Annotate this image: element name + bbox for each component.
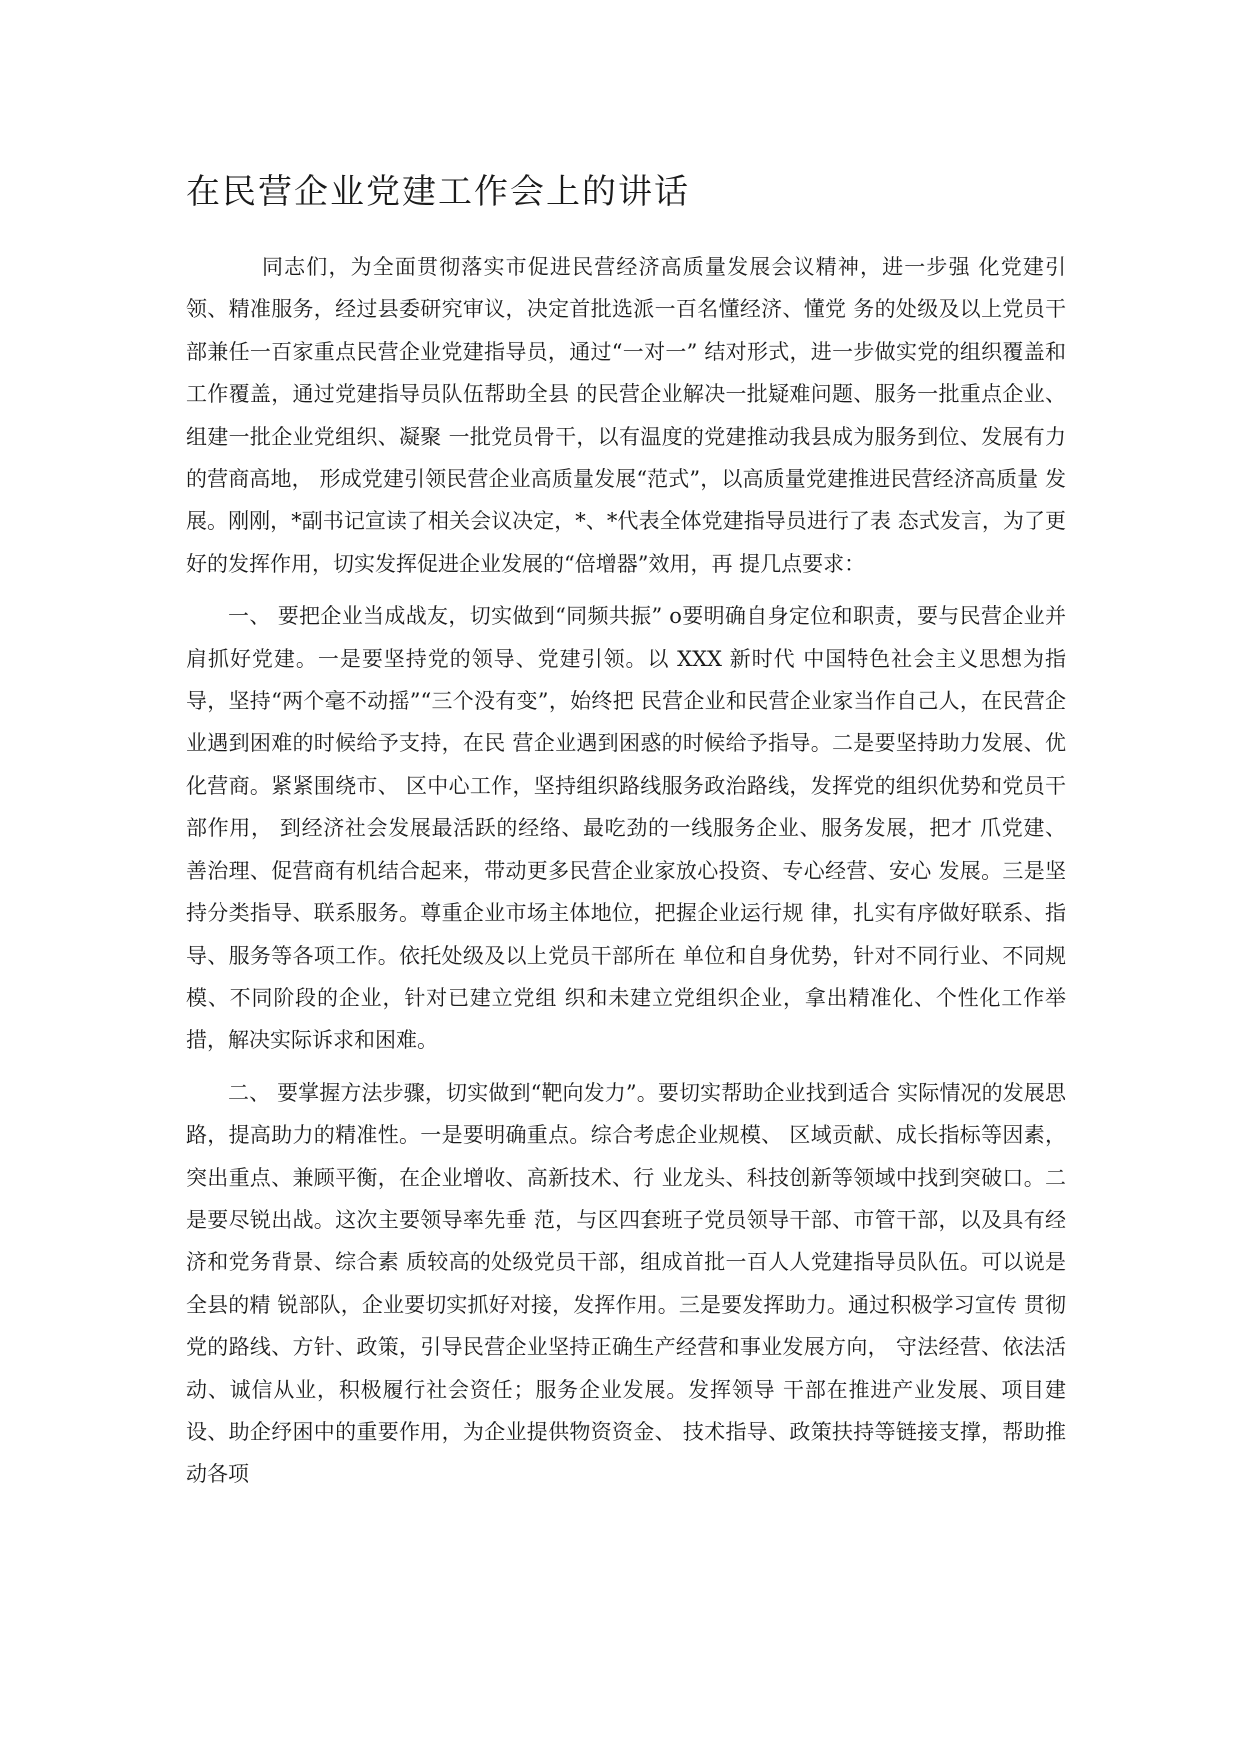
paragraph-point-one: 一、 要把企业当成战友，切实做到“同频共振” o要明确自身定位和职责，要与民营企业并肩抓好党建。一是要坚持党的领导、党建引领。以 XXX 新时代 中国特色社会主义思想为指导，坚持“两个毫不动摇”“三个没有变”，始终把 民营企业和民营企业家当作自己人，在民营企业遇到困难的时候给予支持，在民 营企业遇到困惑的时候给予指导。二是要坚持助力发展、优化营商。紧紧围绕市、 区中心工作，坚持组织路线服务政治路线，发挥党的组织优势和党员干部作用， 到经济社会发展最活跃的经络、最吃劲的一线服务企业、服务发展，把才 爪党建、 善治理、促营商有机结合起来，带动更多民营企业家放心投资、专心经营、安心 发展。三是坚持分类指导、联系服务。尊重企业市场主体地位，把握企业运行规 律，扎实有序做好联系、指导、服务等各项工作。依托处级及以上党员干部所在 单位和自身优势，针对不同行业、不同规模、不同阶段的企业，针对已建立党组 织和未建立党组织企业，拿出精准化、个性化工作举措，解决实际诉求和困难。	[186, 604, 1066, 1053]
paragraph-intro: 同志们，为全面贯彻落实市促进民营经济高质量发展会议精神，进一步强 化党建引领、精准服务，经过县委研究审议，决定首批选派一百名懂经济、懂党 务的处级及以上党员干部兼任一百家重点民营企业党建指导员，通过“一对一” 结对形式，进一步做实党的组织覆盖和工作覆盖，通过党建指导员队伍帮助全县 的民营企业解决一批疑难问题、服务一批重点企业、组建一批企业党组织、凝聚 一批党员骨干，以有温度的党建推动我县成为服务到位、发展有力的营商高地， 形成党建引领民营企业高质量发展“范式”，以高质量党建推进民营经济高质量 发展。刚刚，*副书记宣读了相关会议决定，*、*代表全体党建指导员进行了表 态式发言，为了更好的发挥作用，切实发挥促进企业发展的“倍增器”效用，再 提几点要求：	[186, 255, 1066, 576]
paragraph-point-two: 二、 要掌握方法步骤，切实做到“靶向发力”。要切实帮助企业找到适合 实际情况的发展思路，提高助力的精准性。一是要明确重点。综合考虑企业规模、 区域贡献、成长指标等因素，突出重点、兼顾平衡，在企业增收、高新技术、行 业龙头、科技创新等领域中找到突破口。二是要尽锐出战。这次主要领导率先垂 范，与区四套班子党员领导干部、市管干部，以及具有经济和党务背景、综合素 质较高的处级党员干部，组成首批一百人人党建指导员队伍。可以说是全县的精 锐部队，企业要切实抓好对接，发挥作用。三是要发挥助力。通过积极学习宣传 贯彻党的路线、方针、政策，引导民营企业坚持正确生产经营和事业发展方向， 守法经营、依法活动、诚信从业，积极履行社会资任；服务企业发展。发挥领导 干部在推进产业发展、项目建设、助企纾困中的重要作用，为企业提供物资资金、 技术指导、政策扶持等链接支撑，帮助推动各项	[186, 1080, 1066, 1487]
document-title: 在民营企业党建工作会上的讲话	[186, 172, 690, 212]
document-body	[186, 246, 1066, 1496]
